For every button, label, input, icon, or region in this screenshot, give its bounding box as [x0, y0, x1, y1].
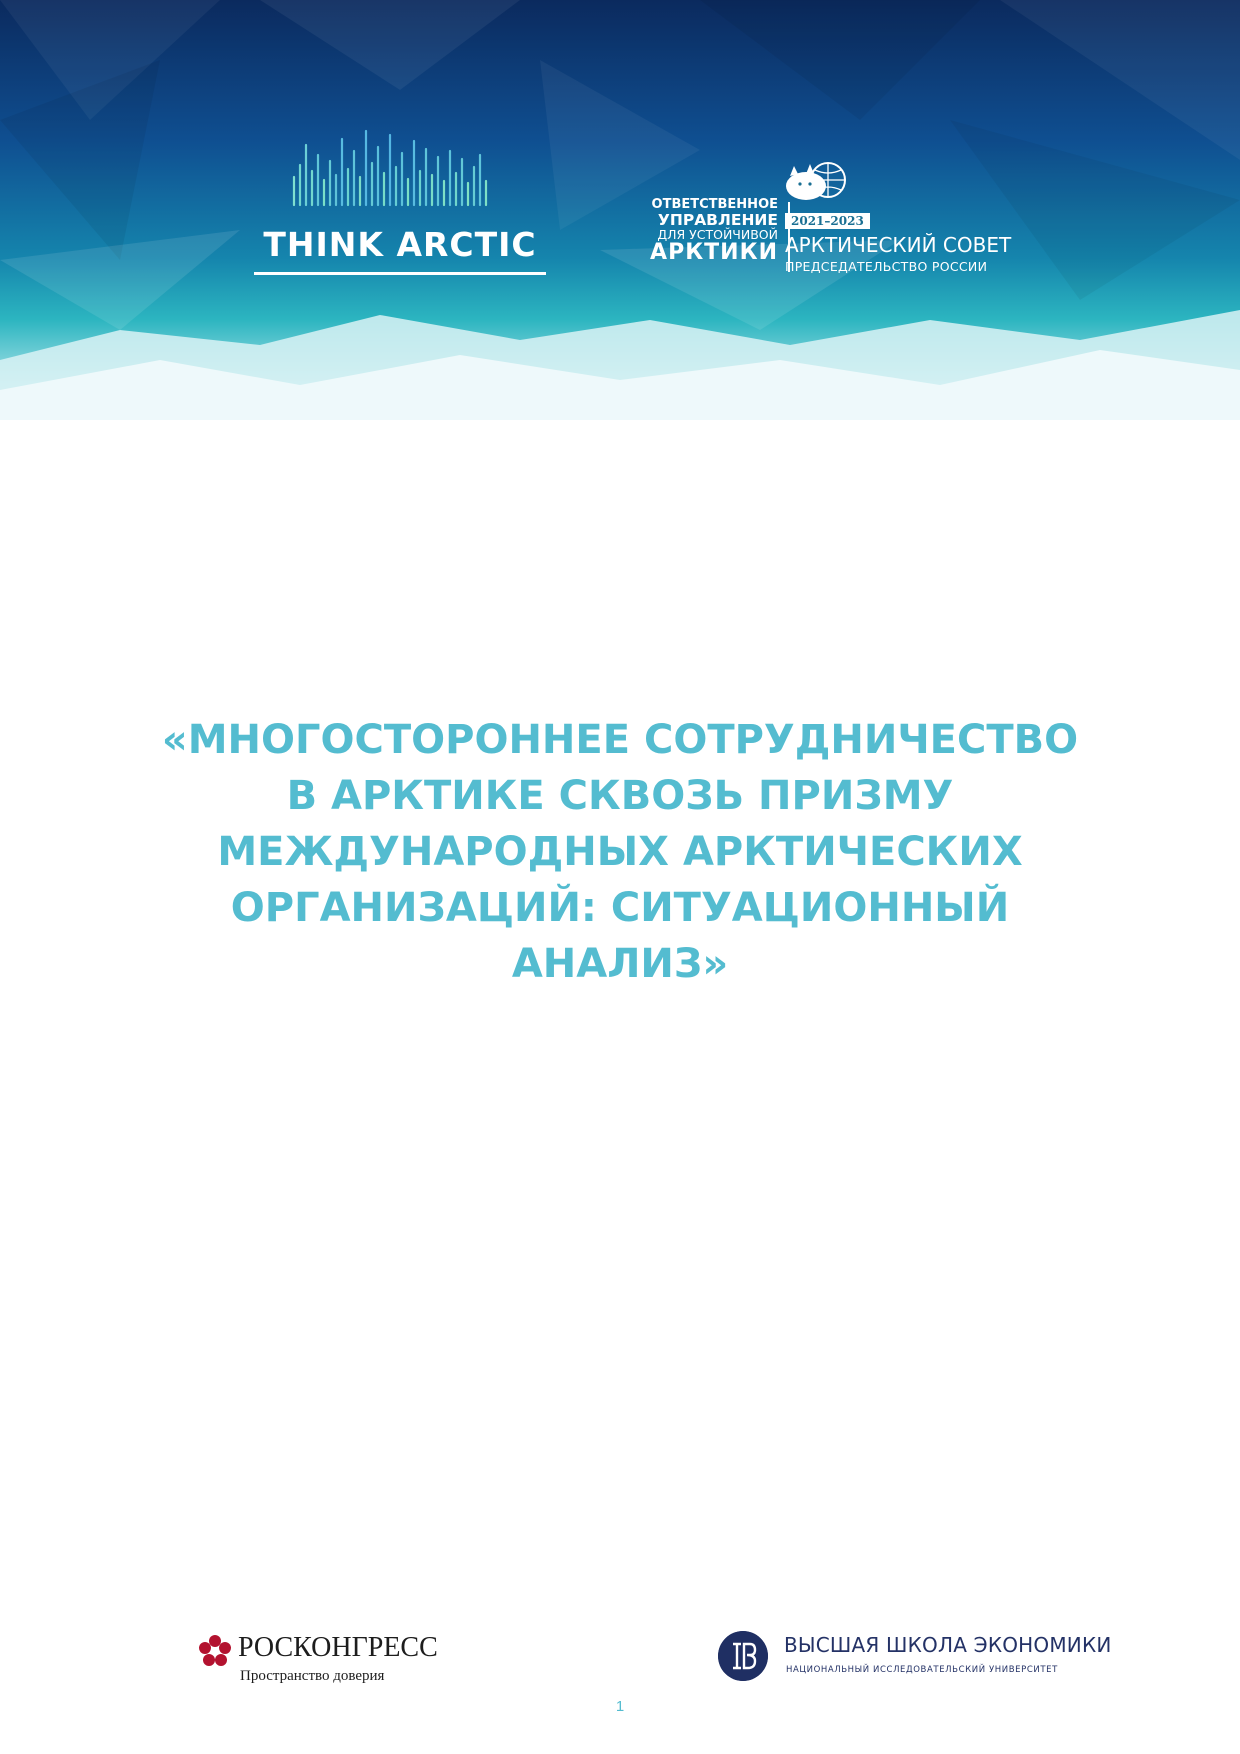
aurora-bars-icon [290, 125, 510, 215]
hse-name: ВЫСШАЯ ШКОЛА ЭКОНОМИКИ [784, 1633, 1112, 1657]
arctic-council-logo [620, 160, 1040, 280]
council-subtitle: ПРЕДСЕДАТЕЛЬСТВО РОССИИ [785, 259, 988, 274]
hse-subtitle: НАЦИОНАЛЬНЫЙ ИССЛЕДОВАТЕЛЬСКИЙ УНИВЕРСИТЕТ [786, 1665, 1058, 1675]
title-line: ОРГАНИЗАЦИЙ: СИТУАЦИОННЫЙ [230, 885, 1010, 931]
title-line: АНАЛИЗ» [511, 941, 729, 987]
roscongress-flower-icon [198, 1634, 232, 1668]
council-years: 2021–2023 [785, 213, 870, 229]
council-name: АРКТИЧЕСКИЙ СОВЕТ [785, 233, 1012, 257]
roscongress-tagline: Пространство доверия [240, 1668, 385, 1684]
think-arctic-underline [254, 272, 546, 275]
roscongress-name: РОСКОНГРЕСС [238, 1632, 438, 1663]
title-line: МЕЖДУНАРОДНЫХ АРКТИЧЕСКИХ [217, 829, 1023, 875]
hse-logo [718, 1629, 1118, 1689]
hse-emblem-icon [718, 1631, 768, 1681]
think-arctic-title: THINK ARCTIC [263, 225, 537, 264]
council-motto: ОТВЕТСТВЕННОЕ УПРАВЛЕНИЕ ДЛЯ УСТОЙЧИВОЙ АРКТИКИ [650, 197, 778, 266]
roscongress-logo [198, 1632, 478, 1692]
header-banner [0, 0, 1240, 470]
think-arctic-logo [250, 125, 550, 285]
document-title [120, 712, 1120, 992]
title-line: «МНОГОСТОРОННЕЕ СОТРУДНИЧЕСТВО [161, 717, 1079, 763]
fox-globe-emblem-icon [780, 160, 850, 204]
page-number: 1 [615, 1698, 625, 1715]
title-line: В АРКТИКЕ СКВОЗЬ ПРИЗМУ [286, 773, 954, 819]
